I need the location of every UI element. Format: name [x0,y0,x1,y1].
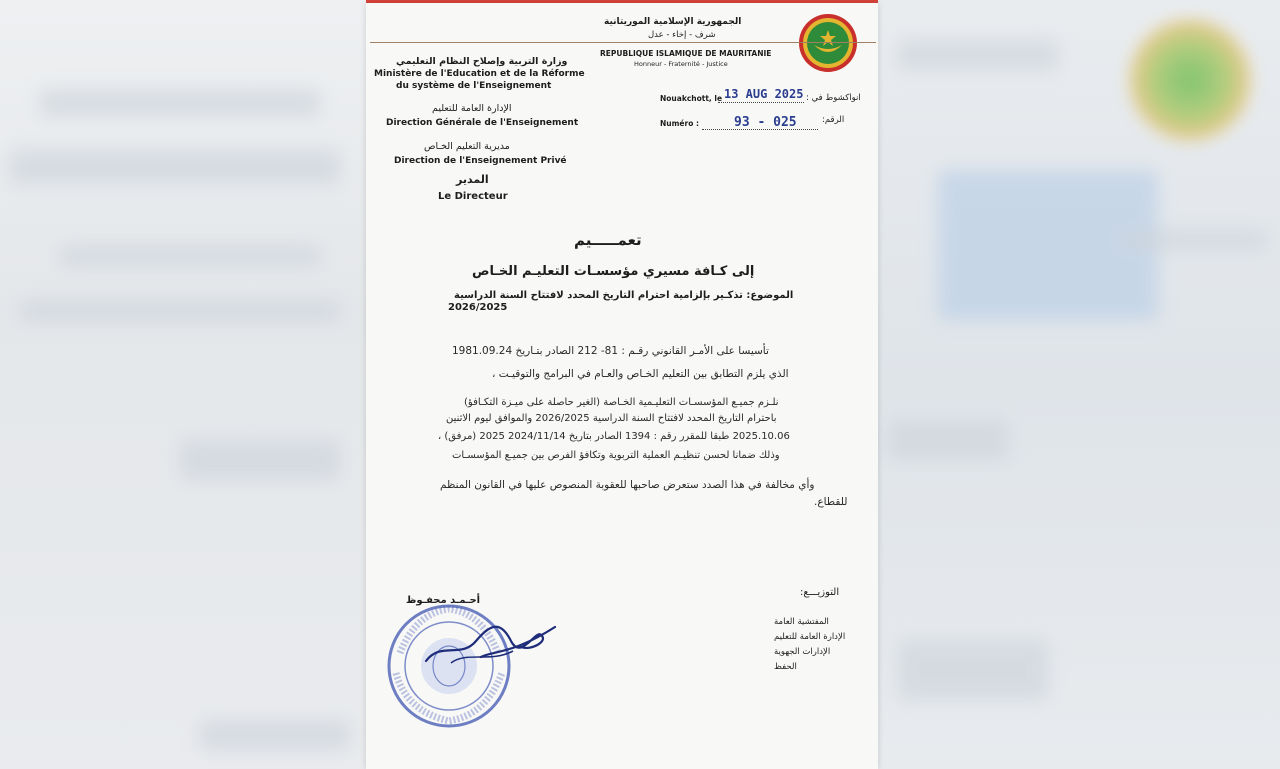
handwritten-signature-icon [421,611,561,671]
subject-line-1: الموضوع: تذكـير بإلزامية احترام التاريخ المحدد لافتتاح السنة الدراسية [454,290,794,301]
distribution-item: الحفظ [774,662,797,672]
header-rule [370,42,876,43]
paragraph-1-line-1: تأسيسا على الأمـر القانوني رقـم : 81- 212 الصادر بتـاريخ 1981.09.24 [452,345,769,357]
signatory-name: أحـمـد محفـوظ [406,595,481,606]
date-label-ar: انواكشوط في : [806,93,861,103]
circular-title: تعمـــــيم [574,231,642,249]
mauritania-emblem-icon [798,13,858,73]
republic-title-ar: الجمهورية الإسلامية الموريتانية [604,17,742,27]
motto-ar: شرف - إخاء - عدل [648,30,716,40]
ministry-fr-1: Ministère de l'Education et de la Réforme [374,69,585,79]
paragraph-2-line-1: نلـزم جميـع المؤسسـات التعليـمية الخـاصة (الغير حاصلة على ميـزة التكـافؤ) [464,397,779,408]
number-stamp: 93 - 025 [734,115,797,130]
number-label: Numéro : [660,119,699,128]
director-title-fr: Le Directeur [438,191,508,202]
blurred-emblem [1130,20,1250,140]
document-page [366,3,878,769]
date-label: Nouakchott, le [660,94,723,103]
paragraph-2-line-2: باحترام التاريخ المحدد لافتتاح السنة الدراسية 2026/2025 والموافق ليوم الاثنين [446,413,777,424]
distribution-item: الإدارات الجهوية [774,647,831,657]
directorate-general-ar: الإدارة العامة للتعليم [432,103,512,114]
republic-title-fr: REPUBLIQUE ISLAMIQUE DE MAURITANIE [600,49,772,58]
department-fr: Direction de l'Enseignement Privé [394,156,567,166]
motto-fr: Honneur - Fraternité - Justice [634,60,728,68]
date-stamp: 13 AUG 2025 [724,87,804,101]
paragraph-2-line-3: 2025.10.06 طبقا للمقرر رقم : 1394 الصادر بتاريخ 2024/11/14 2025 (مرفق) ، [438,431,790,442]
distribution-item: المفتشية العامة [774,617,829,627]
subject-line-2: 2026/2025 [448,302,508,313]
directorate-general-fr: Direction Générale de l'Enseignement [386,118,579,128]
paragraph-3-line-1: وأي مخالفة في هذا الصدد ستعرض صاحبها للعقوبة المنصوص عليها في القانون المنظم [440,479,815,491]
distribution-item: الإدارة العامة للتعليم [774,632,846,642]
number-label-ar: الرقم: [822,115,845,125]
ministry-fr-2: du système de l'Enseignement [396,81,552,91]
ministry-ar: وزارة التربية وإصلاح النظام التعليمي [396,56,568,67]
addressee-line: إلى كـافة مسيري مؤسسـات التعليـم الخـاص [472,264,755,279]
paragraph-1-line-2: الذي يلزم التطابق بين التعليم الخـاص والعـام في البرامج والتوقيـت ، [492,368,789,380]
blurred-background-left [0,0,366,769]
distribution-label: التوزيـــع: [800,587,840,598]
department-ar: مديرية التعليم الخـاص [424,141,510,152]
paragraph-2-line-4: وذلك ضمانا لحسن تنظيـم العملية التربوية وتكافؤ الفرص بين جميـع المؤسسـات [452,450,780,461]
paragraph-3-line-2: للقطاع. [814,496,848,508]
director-title-ar: المدير [456,173,489,186]
